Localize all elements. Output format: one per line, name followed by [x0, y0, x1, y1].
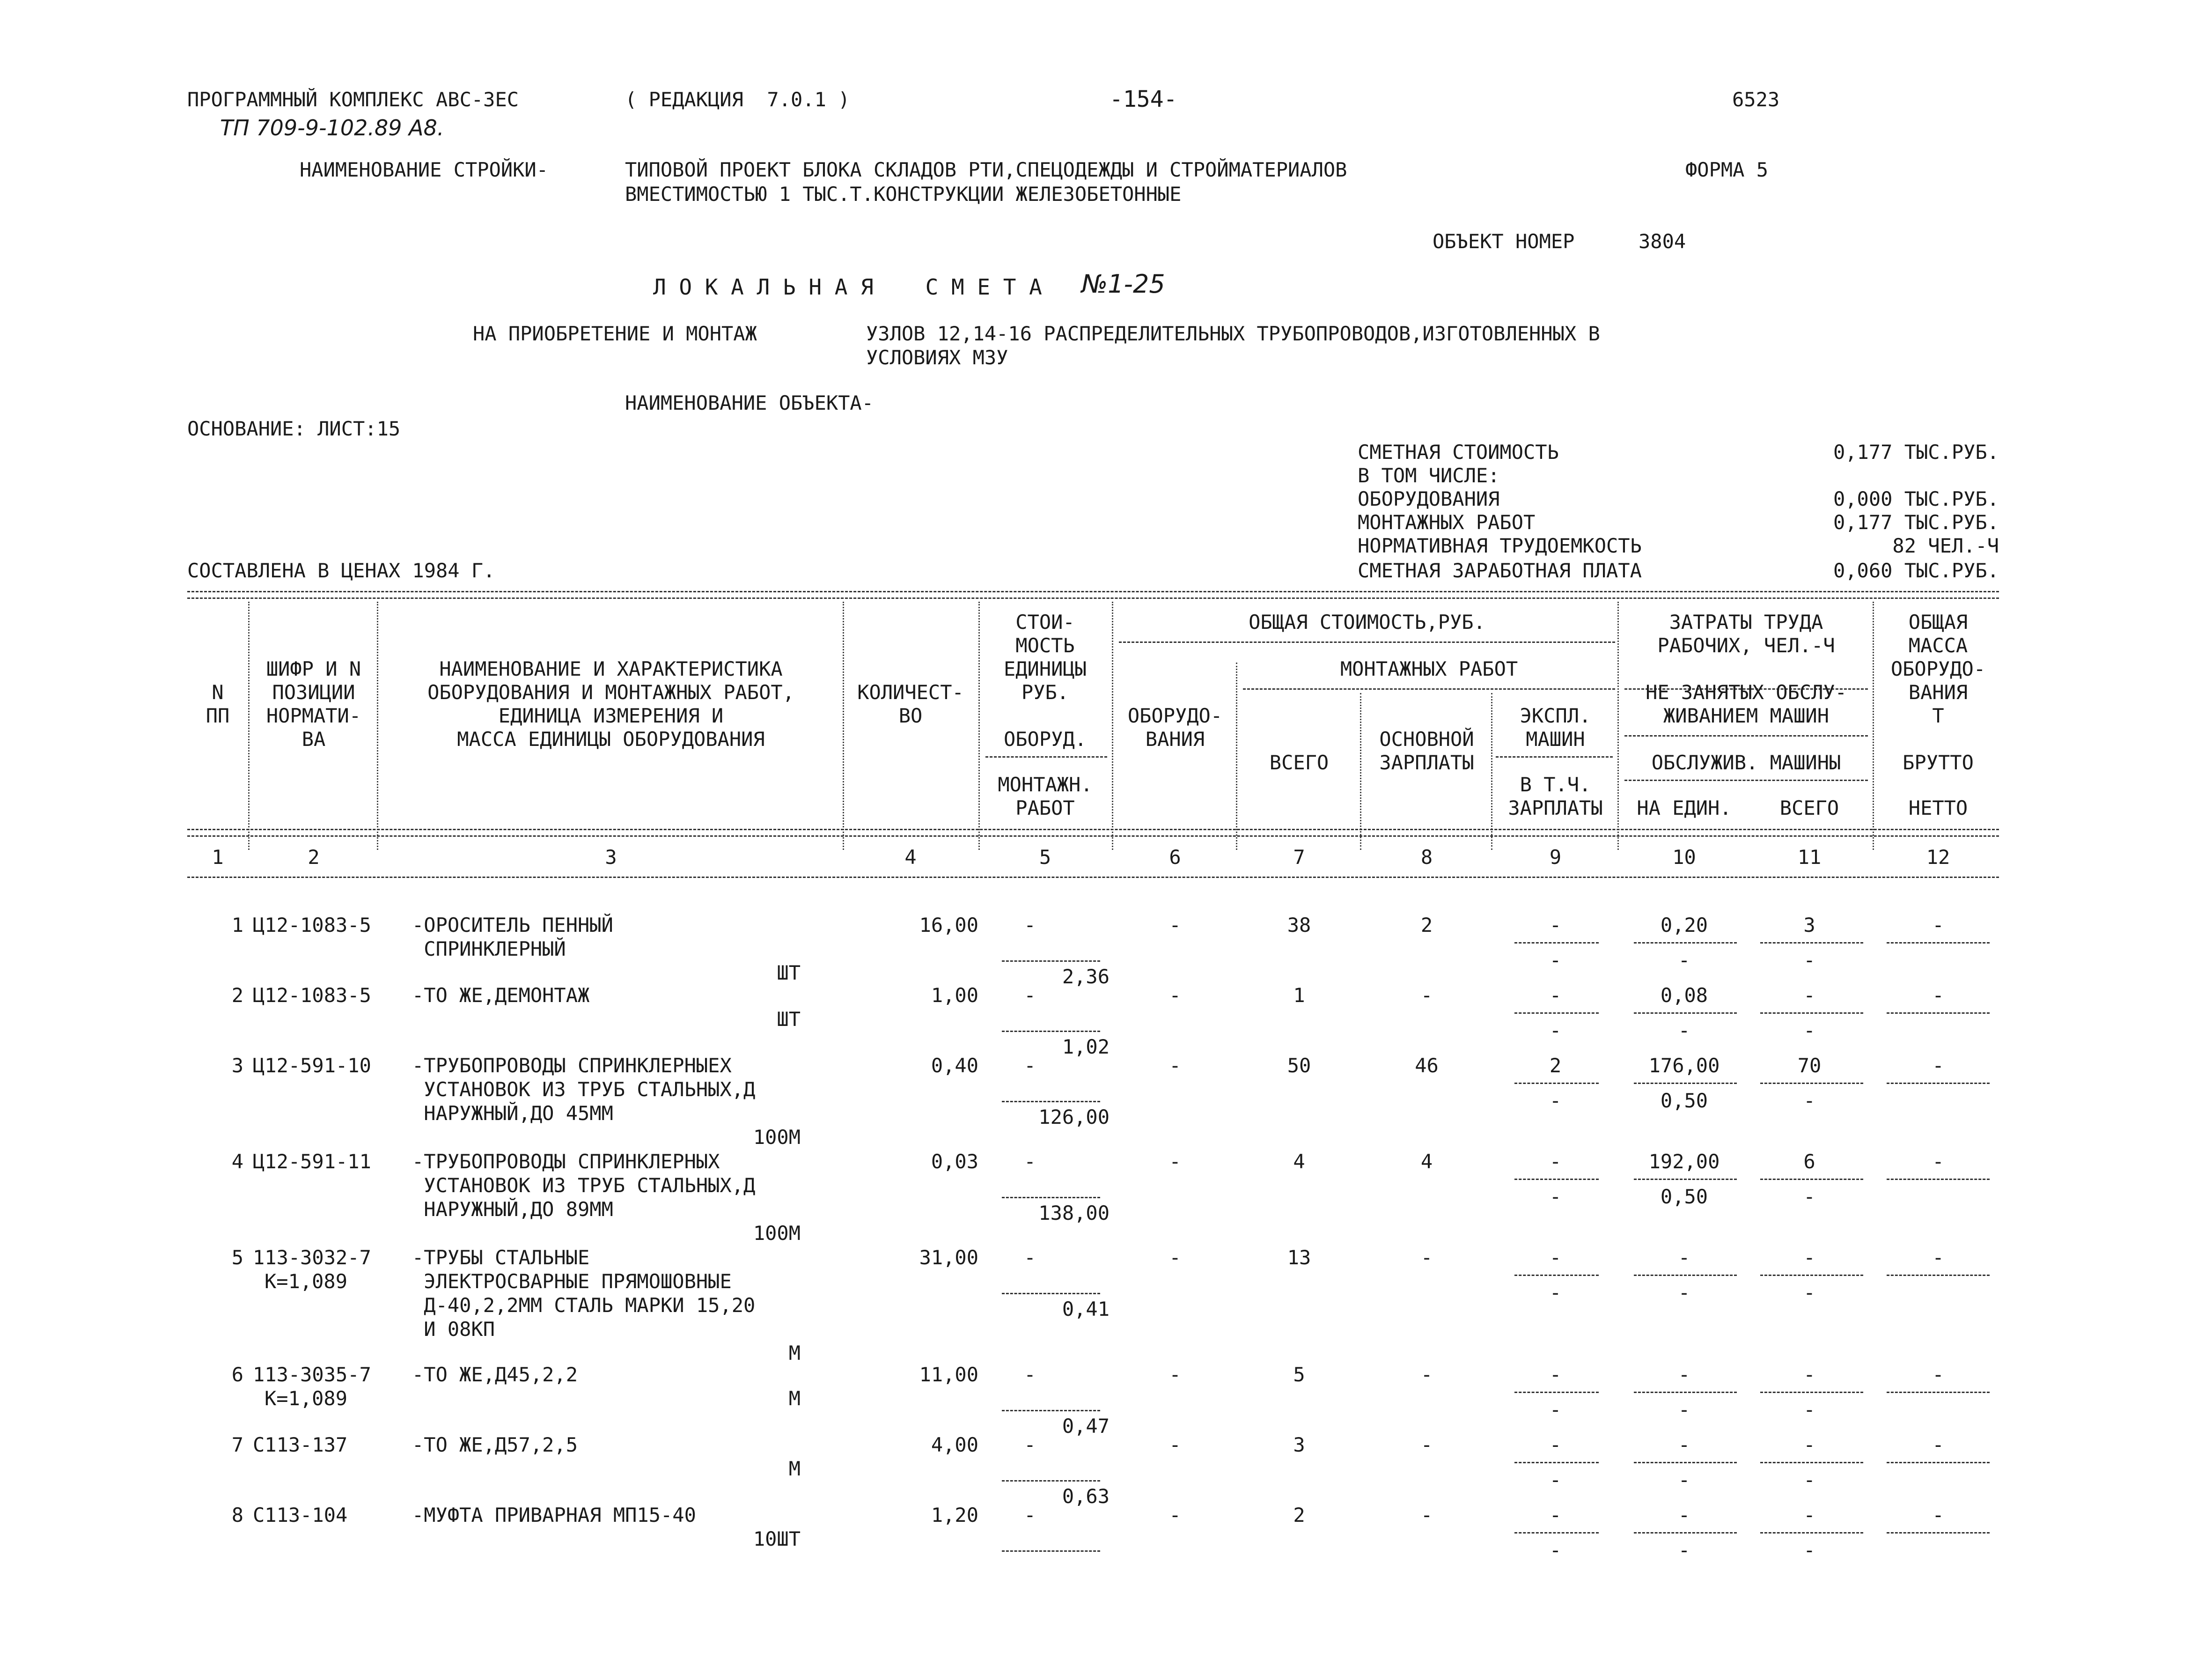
header-col5: ОБОРУД. [1003, 728, 1087, 751]
row-labor-unit-machine: 0,50 [1660, 1089, 1708, 1112]
row-equipment-cost: - [1169, 1246, 1181, 1269]
row-price-installation: 126,00 [1038, 1106, 1110, 1128]
column-number: 9 [1549, 846, 1562, 869]
cell-underline [1002, 1293, 1100, 1294]
cell-underline [1634, 1012, 1737, 1014]
header-col3: МАССА ЕДИНИЦЫ ОБОРУДОВАНИЯ [457, 728, 765, 751]
header-col9: ЭКСПЛ. [1520, 704, 1591, 727]
row-machine-cost: - [1549, 984, 1562, 1007]
header-col5: МОСТЬ [1015, 634, 1075, 657]
row-code: Ц12-1083-5 [253, 914, 371, 936]
row-labor-unit: 192,00 [1648, 1150, 1720, 1173]
row-price-installation: 0,41 [1062, 1298, 1110, 1320]
row-total-install: 1 [1293, 984, 1305, 1007]
row-name-line: -ТО ЖЕ,Д45,2,2 [412, 1363, 578, 1386]
row-base-wage: - [1420, 1433, 1433, 1456]
row-code-coefficient: К=1,089 [265, 1270, 348, 1293]
summary-value: 0,060 ТЫС.РУБ. [1833, 559, 1999, 582]
estimate-number: №1-25 [1081, 269, 1165, 299]
row-total-install: 2 [1293, 1504, 1305, 1526]
row-mass: - [1932, 1363, 1944, 1386]
construction-name-line2: ВМЕСТИМОСТЬЮ 1 ТЫС.Т.КОНСТРУКЦИИ ЖЕЛЕЗОБЕТОННЫЕ [625, 183, 1182, 206]
group-rule [1624, 780, 1868, 781]
group-rule [1243, 688, 1615, 690]
summary-value: 0,000 ТЫС.РУБ. [1833, 487, 1999, 510]
row-total-install: 5 [1293, 1363, 1305, 1386]
handwritten-reference: ТП 709-9-102.89 А8. [220, 115, 444, 140]
row-machine-cost: - [1549, 1363, 1562, 1386]
row-machine-wage: - [1549, 1185, 1562, 1208]
column-separator [978, 602, 980, 850]
row-machine-wage: - [1549, 1468, 1562, 1491]
row-base-wage: - [1420, 1363, 1433, 1386]
edition: ( РЕДАКЦИЯ 7.0.1 ) [625, 88, 850, 111]
column-number: 3 [605, 846, 617, 869]
summary-value: 0,177 ТЫС.РУБ. [1833, 511, 1999, 534]
row-total-install: 13 [1287, 1246, 1311, 1269]
cell-underline [1634, 1179, 1737, 1180]
column-number: 10 [1672, 846, 1696, 869]
row-machine-wage: - [1549, 1019, 1562, 1042]
row-labor-unit-machine: - [1678, 1539, 1690, 1562]
summary-label: НОРМАТИВНАЯ ТРУДОЕМКОСТЬ [1358, 534, 1642, 557]
row-equipment-cost: - [1169, 1433, 1181, 1456]
column-number: 11 [1797, 846, 1822, 869]
row-price-equipment: - [1024, 1363, 1036, 1386]
header-col3: НАИМЕНОВАНИЕ И ХАРАКТЕРИСТИКА [439, 657, 783, 680]
row-unit: 100М [753, 1222, 801, 1245]
row-labor-total: - [1803, 1246, 1815, 1269]
row-price-equipment: - [1024, 914, 1036, 936]
header-col12: ВАНИЯ [1908, 681, 1968, 704]
row-mass: - [1932, 1246, 1944, 1269]
row-labor-total: - [1803, 1363, 1815, 1386]
header-total-group: ОБЩАЯ СТОИМОСТЬ,РУБ. [1249, 611, 1485, 634]
cell-underline [1760, 1179, 1863, 1180]
header-col3: ЕДИНИЦА ИЗМЕРЕНИЯ И [498, 704, 724, 727]
column-separator [1873, 602, 1874, 850]
group-rule [1624, 735, 1868, 737]
row-base-wage: - [1420, 1246, 1433, 1269]
cell-underline [1887, 1462, 1990, 1463]
header-labor-group: РАБОЧИХ, ЧЕЛ.-Ч [1657, 634, 1835, 657]
purpose-line1: УЗЛОВ 12,14-16 РАСПРЕДЕЛИТЕЛЬНЫХ ТРУБОПРОВОДОВ,ИЗГОТОВЛЕННЫХ В [866, 322, 1600, 345]
summary-label: СМЕТНАЯ ЗАРАБОТНАЯ ПЛАТА [1358, 559, 1642, 582]
column-number: 2 [308, 846, 320, 869]
row-labor-unit-machine: - [1678, 1281, 1690, 1304]
header-col2: ВА [301, 728, 326, 751]
summary-label: МОНТАЖНЫХ РАБОТ [1358, 511, 1536, 534]
cell-underline [1887, 942, 1990, 944]
row-equipment-cost: - [1169, 1504, 1181, 1526]
row-code-coefficient: К=1,089 [265, 1387, 348, 1410]
row-equipment-cost: - [1169, 1054, 1181, 1077]
row-labor-total-machine: - [1803, 1539, 1815, 1562]
row-labor-total: - [1803, 1504, 1815, 1526]
row-labor-unit: - [1678, 1433, 1690, 1456]
row-name-line: УСТАНОВОК ИЗ ТРУБ СТАЛЬНЫХ,Д [412, 1078, 756, 1101]
column-separator [1491, 693, 1492, 850]
row-price-equipment: - [1024, 1433, 1036, 1456]
header-col5: СТОИ- [1015, 611, 1075, 634]
row-labor-total-machine: - [1803, 949, 1815, 972]
row-number: 8 [231, 1504, 243, 1526]
row-price-equipment: - [1024, 1504, 1036, 1526]
header-col3: ОБОРУДОВАНИЯ И МОНТАЖНЫХ РАБОТ, [427, 681, 794, 704]
cell-underline [1634, 1462, 1737, 1463]
cell-underline [1887, 1532, 1990, 1534]
row-quantity: 1,20 [931, 1504, 978, 1526]
row-price-equipment: - [1024, 984, 1036, 1007]
summary-value: 0,177 ТЫС.РУБ. [1833, 441, 1999, 464]
cell-underline [1887, 1083, 1990, 1084]
row-total-install: 38 [1287, 914, 1311, 936]
header-col5: РУБ. [1021, 681, 1069, 704]
row-mass: - [1932, 914, 1944, 936]
header-col6: ОБОРУДО- [1127, 704, 1223, 727]
row-labor-unit: 0,20 [1660, 914, 1708, 936]
column-number: 1 [212, 846, 224, 869]
row-base-wage: - [1420, 984, 1433, 1007]
group-rule [985, 756, 1107, 758]
row-quantity: 4,00 [931, 1433, 978, 1456]
purpose-line2: УСЛОВИЯХ МЗУ [866, 346, 1008, 369]
cell-underline [1634, 1275, 1737, 1276]
column-separator [843, 602, 844, 850]
prices-basis: СОСТАВЛЕНА В ЦЕНАХ 1984 Г. [187, 559, 495, 582]
cell-underline [1760, 1083, 1863, 1084]
row-name-line: -МУФТА ПРИВАРНАЯ МП15-40 [412, 1504, 696, 1526]
cell-underline [1760, 1275, 1863, 1276]
row-price-installation: 1,02 [1062, 1035, 1110, 1058]
header-col12: МАССА [1908, 634, 1968, 657]
row-base-wage: 2 [1420, 914, 1433, 936]
header-col4: КОЛИЧЕСТ- [857, 681, 964, 704]
header-col12: ОБЩАЯ [1908, 611, 1968, 634]
row-name-line: -ТО ЖЕ,ДЕМОНТАЖ [412, 984, 590, 1007]
program-name: ПРОГРАММНЫЙ КОМПЛЕКС АВС-3ЕС [187, 88, 519, 111]
row-labor-total-machine: - [1803, 1281, 1815, 1304]
header-col12: НЕТТО [1908, 796, 1968, 819]
document-title: Л О К А Л Ь Н А Я С М Е Т А [653, 274, 1042, 300]
row-name-line: НАРУЖНЫЙ,ДО 89ММ [412, 1198, 613, 1221]
row-unit: ШТ [777, 961, 801, 984]
cell-underline [1514, 1179, 1599, 1180]
row-labor-unit: 176,00 [1648, 1054, 1720, 1077]
table-top-rule [187, 591, 1999, 592]
basis: ОСНОВАНИЕ: ЛИСТ:15 [187, 417, 401, 440]
cell-underline [1514, 1012, 1599, 1014]
column-number: 12 [1926, 846, 1950, 869]
row-mass: - [1932, 1150, 1944, 1173]
row-quantity: 0,40 [931, 1054, 978, 1077]
row-quantity: 1,00 [931, 984, 978, 1007]
form-label: ФОРМА 5 [1685, 158, 1769, 181]
cell-underline [1514, 1462, 1599, 1463]
row-unit: М [788, 1342, 801, 1364]
row-unit: М [788, 1457, 801, 1480]
header-bottom-rule [187, 835, 1999, 837]
cell-underline [1760, 1012, 1863, 1014]
column-separator [1236, 663, 1237, 850]
row-price-installation: 2,36 [1062, 965, 1110, 988]
group-rule [1119, 641, 1615, 643]
cell-underline [1002, 1410, 1100, 1411]
row-machine-wage: - [1549, 1539, 1562, 1562]
cell-underline [1887, 1012, 1990, 1014]
row-equipment-cost: - [1169, 984, 1181, 1007]
row-labor-total: - [1803, 1433, 1815, 1456]
row-labor-total: 70 [1797, 1054, 1822, 1077]
construction-name-line1: ТИПОВОЙ ПРОЕКТ БЛОКА СКЛАДОВ РТИ,СПЕЦОДЕЖДЫ И СТРОЙМАТЕРИАЛОВ [625, 158, 1347, 181]
object-number-label: ОБЪЕКТ НОМЕР [1433, 230, 1575, 253]
row-name-line: -ТРУБОПРОВОДЫ СПРИНКЛЕРНЫЕХ [412, 1054, 732, 1077]
header-col2: ШИФР И N [266, 657, 361, 680]
row-price-installation: 0,63 [1062, 1485, 1110, 1508]
row-mass: - [1932, 1504, 1944, 1526]
row-code: С113-137 [253, 1433, 348, 1456]
header-col8: ЗАРПЛАТЫ [1379, 751, 1474, 774]
row-name-line: УСТАНОВОК ИЗ ТРУБ СТАЛЬНЫХ,Д [412, 1174, 756, 1197]
column-number: 6 [1169, 846, 1181, 869]
row-labor-unit-machine: - [1678, 1468, 1690, 1491]
header-col10: НА ЕДИН. [1637, 796, 1732, 819]
column-separator [1617, 602, 1619, 850]
row-equipment-cost: - [1169, 1363, 1181, 1386]
cell-underline [1514, 1392, 1599, 1393]
header-col9: В Т.Ч. [1520, 773, 1591, 796]
summary-value: 82 ЧЕЛ.-Ч [1892, 534, 1999, 557]
document-code: 6523 [1732, 88, 1780, 111]
row-name-line: -ТО ЖЕ,Д57,2,5 [412, 1433, 578, 1456]
cell-underline [1002, 1031, 1100, 1032]
row-quantity: 0,03 [931, 1150, 978, 1173]
cell-underline [1634, 1532, 1737, 1534]
header-col9: МАШИН [1526, 728, 1585, 751]
cell-underline [1002, 960, 1100, 962]
summary-label: В ТОМ ЧИСЛЕ: [1358, 464, 1500, 487]
header-col5: РАБОТ [1015, 796, 1075, 819]
row-labor-total: 6 [1803, 1150, 1815, 1173]
header-col12: БРУТТО [1903, 751, 1974, 774]
row-name-line: СПРИНКЛЕРНЫЙ [412, 937, 566, 960]
row-number: 1 [231, 914, 243, 936]
row-machine-cost: - [1549, 1504, 1562, 1526]
row-machine-wage: - [1549, 1281, 1562, 1304]
cell-underline [1887, 1275, 1990, 1276]
header-labor-sub: НЕ ЗАНЯТЫХ ОБСЛУ- [1646, 681, 1847, 704]
table-top-rule [187, 597, 1999, 599]
row-quantity: 31,00 [919, 1246, 978, 1269]
cell-underline [1514, 1275, 1599, 1276]
column-number: 7 [1293, 846, 1305, 869]
row-labor-unit: - [1678, 1363, 1690, 1386]
row-total-install: 4 [1293, 1150, 1305, 1173]
row-name-line: -ТРУБЫ СТАЛЬНЫЕ [412, 1246, 590, 1269]
summary-label: ОБОРУДОВАНИЯ [1358, 487, 1500, 510]
row-name-line: ЭЛЕКТРОСВАРНЫЕ ПРЯМОШОВНЫЕ [412, 1270, 732, 1293]
page-number: -154- [1110, 86, 1177, 112]
row-machine-cost: - [1549, 1150, 1562, 1173]
summary-label: СМЕТНАЯ СТОИМОСТЬ [1358, 441, 1559, 464]
row-unit: 10ШТ [753, 1527, 801, 1550]
column-numbers-rule [187, 877, 1999, 878]
header-col8: ОСНОВНОЙ [1379, 728, 1474, 751]
row-number: 5 [231, 1246, 243, 1269]
row-number: 6 [231, 1363, 243, 1386]
row-equipment-cost: - [1169, 914, 1181, 936]
header-col5: ЕДИНИЦЫ [1003, 657, 1087, 680]
row-machine-wage: - [1549, 1089, 1562, 1112]
row-total-install: 50 [1287, 1054, 1311, 1077]
cell-underline [1514, 942, 1599, 944]
column-separator [248, 602, 250, 850]
row-equipment-cost: - [1169, 1150, 1181, 1173]
row-base-wage: - [1420, 1504, 1433, 1526]
column-number: 5 [1039, 846, 1051, 869]
row-name-line: НАРУЖНЫЙ,ДО 45ММ [412, 1102, 613, 1125]
object-name-label: НАИМЕНОВАНИЕ ОБЪЕКТА- [625, 391, 874, 414]
row-code: Ц12-591-11 [253, 1150, 371, 1173]
row-machine-cost: - [1549, 1433, 1562, 1456]
cell-underline [1002, 1197, 1100, 1198]
cell-underline [1760, 1532, 1863, 1534]
cell-underline [1002, 1480, 1100, 1482]
header-bottom-rule [187, 829, 1999, 830]
row-labor-unit-machine: - [1678, 949, 1690, 972]
header-col1: N [212, 681, 224, 704]
column-number: 4 [904, 846, 917, 869]
header-labor-sub: ОБСЛУЖИВ. МАШИНЫ [1651, 751, 1841, 774]
row-code: С113-104 [253, 1504, 348, 1526]
column-separator [1112, 602, 1113, 850]
cell-underline [1514, 1083, 1599, 1084]
row-machine-cost: - [1549, 1246, 1562, 1269]
row-quantity: 16,00 [919, 914, 978, 936]
row-name-line: -ТРУБОПРОВОДЫ СПРИНКЛЕРНЫХ [412, 1150, 720, 1173]
cell-underline [1514, 1532, 1599, 1534]
row-number: 4 [231, 1150, 243, 1173]
header-col7: ВСЕГО [1269, 751, 1329, 774]
group-rule [1496, 756, 1613, 758]
row-base-wage: 4 [1420, 1150, 1433, 1173]
cell-underline [1887, 1392, 1990, 1393]
row-labor-total: 3 [1803, 914, 1815, 936]
header-col6: ВАНИЯ [1145, 728, 1205, 751]
cell-underline [1634, 1083, 1737, 1084]
row-labor-total-machine: - [1803, 1089, 1815, 1112]
row-labor-total-machine: - [1803, 1185, 1815, 1208]
row-labor-unit: 0,08 [1660, 984, 1708, 1007]
object-number: 3804 [1639, 230, 1686, 253]
row-mass: - [1932, 1054, 1944, 1077]
header-col2: НОРМАТИ- [266, 704, 361, 727]
row-code: Ц12-591-10 [253, 1054, 371, 1077]
row-code: 113-3035-7 [253, 1363, 371, 1386]
cell-underline [1002, 1101, 1100, 1102]
cell-underline [1002, 1550, 1100, 1552]
row-price-equipment: - [1024, 1150, 1036, 1173]
row-mass: - [1932, 1433, 1944, 1456]
row-code: 113-3032-7 [253, 1246, 371, 1269]
row-mass: - [1932, 984, 1944, 1007]
cell-underline [1887, 1179, 1990, 1180]
row-labor-total-machine: - [1803, 1019, 1815, 1042]
row-machine-wage: - [1549, 1398, 1562, 1421]
row-name-line: -ОРОСИТЕЛЬ ПЕННЫЙ [412, 914, 613, 936]
row-labor-unit: - [1678, 1246, 1690, 1269]
row-machine-cost: - [1549, 914, 1562, 936]
column-separator [1360, 693, 1361, 850]
column-separator [377, 602, 378, 850]
row-base-wage: 46 [1415, 1054, 1439, 1077]
cell-underline [1634, 942, 1737, 944]
row-number: 2 [231, 984, 243, 1007]
cell-underline [1634, 1392, 1737, 1393]
header-col9: ЗАРПЛАТЫ [1508, 796, 1603, 819]
construction-label: НАИМЕНОВАНИЕ СТРОЙКИ- [300, 158, 549, 181]
row-price-equipment: - [1024, 1246, 1036, 1269]
row-number: 7 [231, 1433, 243, 1456]
row-quantity: 11,00 [919, 1363, 978, 1386]
row-labor-unit-machine: 0,50 [1660, 1185, 1708, 1208]
row-number: 3 [231, 1054, 243, 1077]
row-labor-total-machine: - [1803, 1468, 1815, 1491]
row-labor-unit: - [1678, 1504, 1690, 1526]
row-code: Ц12-1083-5 [253, 984, 371, 1007]
row-total-install: 3 [1293, 1433, 1305, 1456]
row-price-installation: 138,00 [1038, 1202, 1110, 1224]
header-col1: ПП [206, 704, 230, 727]
row-labor-total-machine: - [1803, 1398, 1815, 1421]
header-col4: ВО [898, 704, 923, 727]
row-labor-unit-machine: - [1678, 1019, 1690, 1042]
header-install-group: МОНТАЖНЫХ РАБОТ [1340, 657, 1518, 680]
purpose-label: НА ПРИОБРЕТЕНИЕ И МОНТАЖ [473, 322, 757, 345]
cell-underline [1760, 942, 1863, 944]
header-col12: Т [1932, 704, 1944, 727]
cell-underline [1760, 1392, 1863, 1393]
header-col12: ОБОРУДО- [1890, 657, 1986, 680]
header-labor-group: ЗАТРАТЫ ТРУДА [1669, 611, 1823, 634]
row-labor-unit-machine: - [1678, 1398, 1690, 1421]
row-price-equipment: - [1024, 1054, 1036, 1077]
header-col2: ПОЗИЦИИ [272, 681, 355, 704]
row-name-line: И 08КП [412, 1318, 495, 1341]
row-price-installation: 0,47 [1062, 1415, 1110, 1438]
header-col11: ВСЕГО [1779, 796, 1839, 819]
cell-underline [1760, 1462, 1863, 1463]
row-machine-wage: - [1549, 949, 1562, 972]
row-unit: 100М [753, 1126, 801, 1149]
row-name-line: Д-40,2,2ММ СТАЛЬ МАРКИ 15,20 [412, 1294, 756, 1317]
row-machine-cost: 2 [1549, 1054, 1562, 1077]
row-unit: М [788, 1387, 801, 1410]
header-labor-sub: ЖИВАНИЕМ МАШИН [1663, 704, 1829, 727]
row-labor-total: - [1803, 984, 1815, 1007]
column-number: 8 [1420, 846, 1433, 869]
header-col5: МОНТАЖН. [998, 773, 1093, 796]
row-unit: ШТ [777, 1008, 801, 1031]
